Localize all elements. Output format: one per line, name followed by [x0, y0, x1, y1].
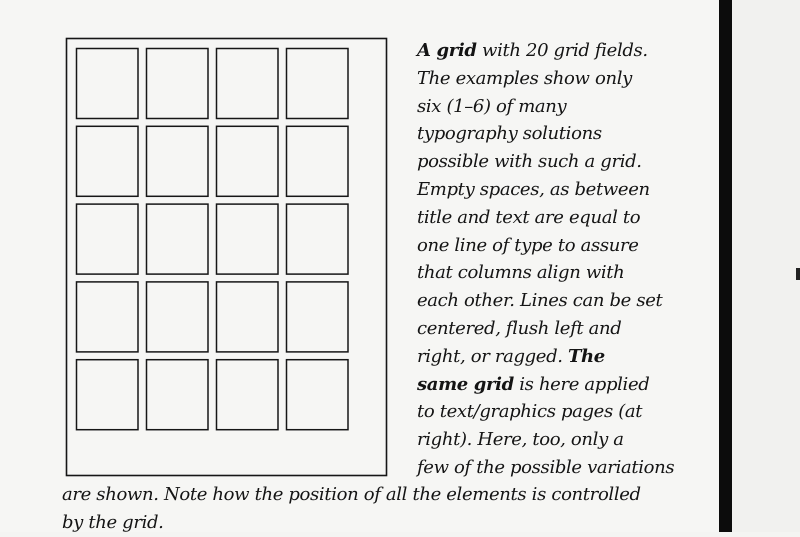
caption-line: to text/graphics pages (at — [417, 401, 643, 423]
caption-line: centered, flush left and — [417, 317, 622, 339]
grid-field — [217, 360, 279, 430]
grid-field — [287, 360, 349, 430]
caption-line: few of the possible variations — [417, 456, 675, 478]
caption-line: title and text are equal to — [417, 206, 641, 228]
caption-line: right). Here, too, only a — [417, 429, 624, 451]
caption-line: six (1–6) of many — [417, 95, 567, 117]
caption-line: that columns align with — [417, 262, 625, 284]
footer-text — [62, 481, 712, 537]
caption-line: Empty spaces, as between — [417, 178, 650, 200]
caption-line: right, or ragged. The — [417, 345, 605, 367]
grid-field — [147, 49, 209, 119]
grid-field — [77, 282, 139, 352]
grid-outer-frame — [67, 39, 387, 476]
caption-line: typography solutions — [417, 123, 602, 145]
caption-line: same grid is here applied — [417, 373, 650, 395]
footer-line: are shown. Note how the position of all the elements is controlled — [62, 484, 641, 505]
caption-line: each other. Lines can be set — [417, 290, 663, 312]
grid-field — [77, 126, 139, 196]
facing-page-edge — [732, 0, 800, 532]
footer-line: by the grid. — [62, 511, 164, 533]
grid-field — [217, 49, 279, 119]
grid-field — [147, 126, 209, 196]
grid-field — [217, 204, 279, 274]
grid-field — [287, 282, 349, 352]
caption-line: A grid with 20 grid fields. — [417, 40, 648, 61]
caption-text — [417, 37, 707, 482]
facing-page-mark — [796, 268, 800, 280]
caption-line: The examples show only — [417, 67, 632, 89]
book-spine-shadow — [719, 0, 732, 532]
grid-field — [287, 49, 349, 119]
grid-field — [77, 360, 139, 430]
grid-field — [147, 282, 209, 352]
grid-field — [287, 126, 349, 196]
grid-field — [287, 204, 349, 274]
caption-line: one line of type to assure — [417, 234, 639, 256]
grid-field — [217, 126, 279, 196]
grid-field — [77, 49, 139, 119]
grid-field — [147, 360, 209, 430]
grid-field — [77, 204, 139, 274]
grid-field — [147, 204, 209, 274]
caption-line: possible with such a grid. — [417, 151, 642, 173]
grid-field — [217, 282, 279, 352]
grid-fields — [77, 49, 349, 430]
